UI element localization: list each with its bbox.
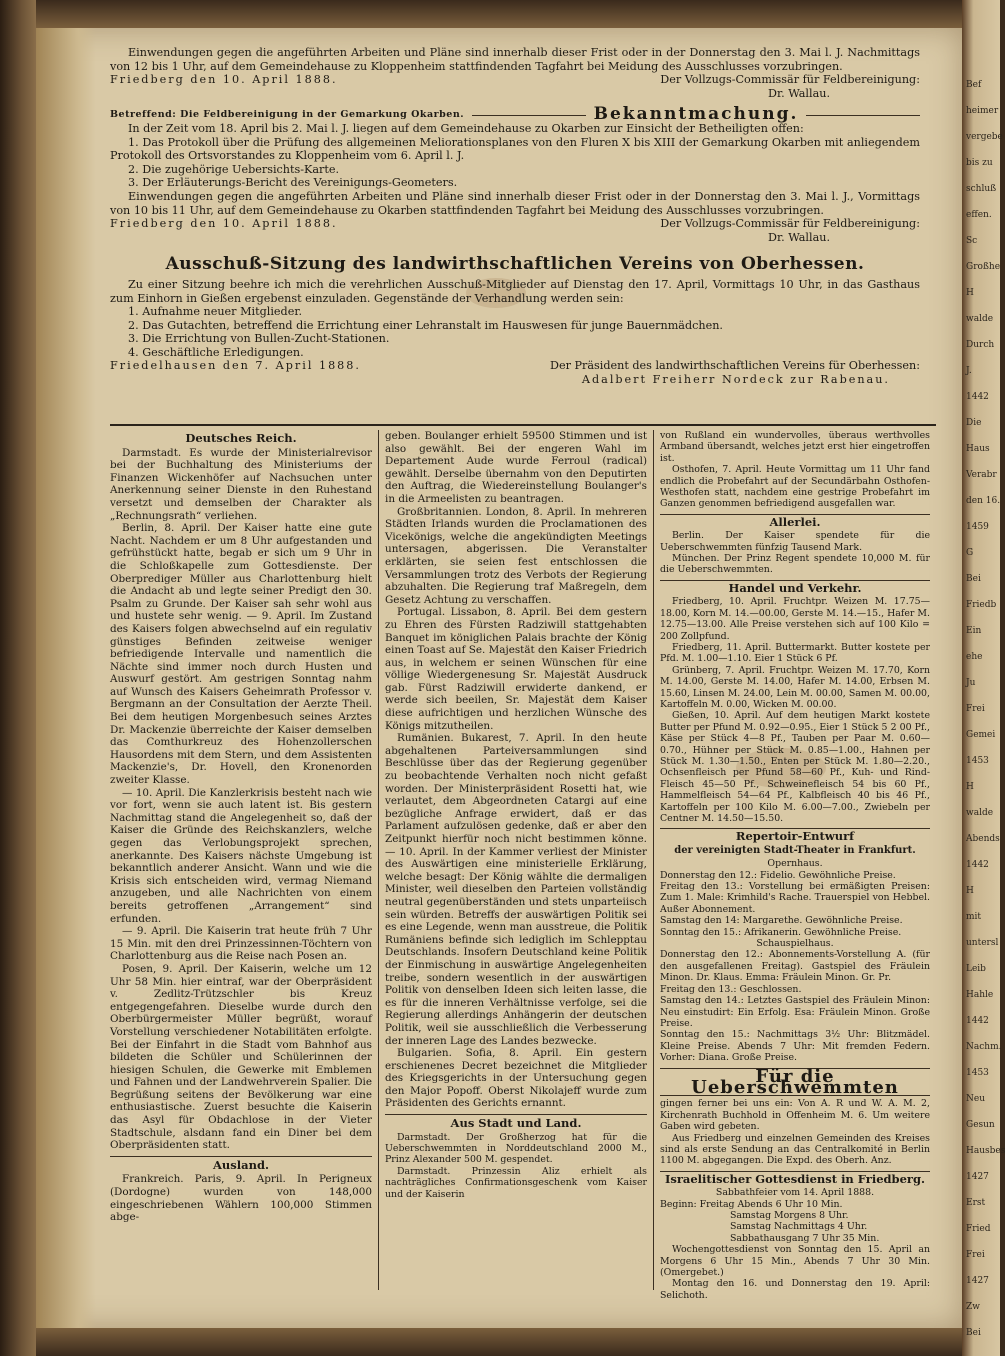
edge-text-fragment: Bef [966,80,982,90]
edge-text-fragment: Durch [966,340,995,350]
edge-text-fragment: Abends [966,834,1000,844]
signature-name-text: Dr. Wallau. [768,86,830,100]
signature-block [110,73,920,87]
repertoire-item: Sonntag den 15.: Afrikanerin. Gewöhnliche Preise. [660,926,902,938]
repertoire-item: Samstag den 14: Margarethe. Gewöhnliche Preise. [660,915,903,927]
top-notices [110,46,920,387]
edge-text-fragment: Hahle [966,990,994,1000]
edge-text-fragment: Frei [966,1250,985,1260]
repertoire-item: Sonntag den 15.: Nachmittags 3½ Uhr: Blitzmädel. Kleine Preise. Abends 7 Uhr: Mit fremden Federn. Vorher: Diana. Große Preise. [660,1029,930,1064]
article-paragraph: Osthofen, 7. April. Heute Vormittag um 11 Uhr fand endlich die Probefahrt auf der Secundärbahn Osthofen-Westhofen statt, nachdem eine gestrige Probefahrt im Ganzen genommen befriedigend ausgefallen war. [660,464,930,510]
edge-text-fragment: H [966,288,974,298]
next-page-edge [962,0,1005,1356]
edge-text-fragment: Nachm. [966,1042,1002,1052]
article-paragraph: Bulgarien. Sofia, 8. April. Ein gestern erschienenes Decret bezeichnet die Mitglieder des Kriegsgerichts in der Untersuchung gegen den Major Popoff. Oberst Nikolajeff wurde zum Präsidenten des Gerichts ernannt. [385,1047,647,1110]
market-report: Friedberg, 11. April. Buttermarkt. Butter kostete per Pfd. M. 1.00—1.10. Eier 1 Stück 6 Pf. [660,641,930,665]
bekanntmachung-title: Bekanntmachung. [593,104,799,125]
edge-text-fragment: 1427 [966,1172,989,1182]
venue-heading: Opernhaus. [767,858,823,870]
edge-text-fragment: J. [966,366,972,376]
signature-block [110,217,920,231]
edge-text-fragment: den 16. [966,496,1001,506]
column-1 [110,430,379,1290]
book-spine-left [0,0,36,1356]
service-line: Samstag Nachmittags 4 Uhr. [730,1221,868,1233]
edge-text-fragment: Gesun [966,1120,995,1130]
divider-line [806,115,920,116]
edge-text-fragment: Ein [966,626,982,636]
section-heading: Repertoir-Entwurf [735,829,855,844]
ausschuss-title: Ausschuß-Sitzung des landwirthschaftlichen Vereins von Oberhessen. [165,254,865,275]
edge-text-fragment: walde [966,314,994,324]
article-paragraph: München. Der Prinz Regent spendete 10,000 M. für die Ueberschwemmten. [660,553,930,576]
market-report: Friedberg, 10. April. Fruchtpr. Weizen M. 17.75—18.00, Korn M. 14.—00.00, Gerste M. 14.—15., Hafer M. 12.75—13.00. Alle Preise verstehen sich auf 100 Kilo = 200 Zollpfund. [660,596,930,642]
edge-text-fragment: H [966,886,974,896]
column-2 [379,430,654,1290]
section-heading: Israelitischer Gottesdienst in Friedberg. [664,1171,926,1186]
edge-text-fragment: Gemei [966,730,996,740]
article-paragraph: Frankreich. Paris, 9. April. In Perigneux (Dordogne) wurden von 148,000 eingeschriebenen Wählern 100,000 Stimmen abge- [110,1173,372,1224]
signature-name [110,231,920,245]
edge-text-fragment: bis zu [966,158,993,168]
edge-text-fragment: Sc [966,236,978,246]
edge-text-fragment: untersl [966,938,999,948]
notice-paragraph: In der Zeit vom 18. April bis 2. Mai l. J. liegen auf dem Gemeindehause zu Okarben zur Einsicht der Betheiligten offen: [128,121,804,135]
service-line: Sabbathfeier vom 14. April 1888. [715,1187,875,1199]
edge-text-fragment: Friedb [966,600,997,610]
edge-text-fragment: 1427 [966,1276,989,1286]
article-paragraph: Posen, 9. April. Der Kaiserin, welche um 12 Uhr 58 Min. hier eintraf, war der Oberpräsident v. Zedlitz-Trützschler bis Kreuz entgegengefahren. Dieselbe wurde durch den Oberbürgermeister Müller begrüßt, worauf Vorstellung verschiedener Notabilitäten erfolgte. Bei der Einfahrt in die Stadt vom Bahnhof aus bildeten die Schüler und Schülerinnen der hiesigen Schulen, die Gewerke mit Emblemen und Fahnen und der Landwehrverein Spalier. Die Begrüßung seitens der Bevölkerung war eine enthusiastische. Zuerst besuchte die Kaiserin das Asyl für Obdachlose in der Vieter Stadtschule, alsdann fand ein Diner bei dem Oberpräsidenten statt. [110,962,372,1152]
notice-paragraph: Einwendungen gegen die angeführten Arbeiten und Pläne sind innerhalb dieser Frist oder in der Donnerstag den 3. Mai l. J. Nachmittags von 12 bis 1 Uhr, auf dem Gemeindehause zu Kloppenheim stattfindenden Tagfahrt bei Meidung des Ausschlusses vorzubringen. [110,46,920,73]
market-report: Grünberg, 7. April. Fruchtpr. Weizen M. 17.70, Korn M. 14.00, Gerste M. 14.00, Hafer M. 14.00, Erbsen M. 15.60, Linsen M. 24.00, Lein M. 00.00, Samen M. 00.00, Kartoffeln M. 0.00, Wicken M. 00.00. [660,664,930,710]
article-paragraph: Großbritannien. London, 8. April. In mehreren Städten Irlands wurden die Proclamationen des Vicekönigs, welche die angekündigten Meetings untersagen, abgerissen. Die Veranstalter erklärten, sie seien fest entschlossen die Versammlungen trotz des Verbots der Regierung abzuhalten. Die Regierung traf Maßregeln, dem Gesetz Achtung zu verschaffen. [385,505,647,606]
dateline: Friedberg den 10. April 1888. [110,217,338,231]
page-bottom-edge [36,1328,962,1356]
column-3 [654,430,930,1301]
edge-text-fragment: Haus [966,444,990,454]
list-item: 3. Die Errichtung von Bullen-Zucht-Stationen. [128,332,390,346]
edge-text-fragment: Großhe [966,262,1001,272]
signature-title: Der Präsident des landwirthschaftlichen Vereins für Oberhessen: [549,359,920,373]
edge-text-fragment: schluß [966,184,997,194]
article-paragraph: Rumänien. Bukarest, 7. April. In den heute abgehaltenen Parteiversammlungen sind Beschlüsse über das der Regierung gegenüber zu beobachtende Verhalten noch nicht gefaßt worden. Der Ministerpräsident Rosetti hat, wie verlautet, dem Abgeordneten Catargi auf eine bezügliche Anfrage erwidert, daß er das Parlament aufzulösen gedenke, daß er aber den Zeitpunkt hierfür noch nicht bestimmen könne. — 10. April. In der Kammer verliest der Minister des Auswärtigen eine ministerielle Erklärung, welche besagt: Der König wählte die dermaligen Minister, weil dieselben den Parteien vollständig neutral gegenüberständen und stets unparteiisch sein würden. Betreffs der auswärtigen Politik sei es eine Legende, wenn man ausstreue, die Politik Rumäniens befinde sich lediglich im Schlepptau Deutschlands. Insofern Deutschland keine Politik der Einmischung in auswärtige Angelegenheiten treibe, sondern wesentlich in der auswärtigen Politik von denselben Ideen sich leiten lasse, die es für die inneren Verhältnisse verfolge, sei die Regierung allerdings Anhängerin der deutschen Politik, weil sie ausschließlich die Verbesserung der inneren Lage des Landes bezwecke. [385,732,647,1047]
signature-block [110,359,920,373]
divider-line [385,1114,647,1115]
edge-text-fragment: Die [966,418,982,428]
list-item: 2. Die zugehörige Uebersichts-Karte. [128,162,340,176]
section-heading: Deutsches Reich. [185,431,297,445]
list-item: 1. Das Protokoll über die Prüfung des allgemeinen Meliorationsplanes von den Fluren X bis XIII der Gemarkung Okarben mit anliegendem Protokoll des Ortsvorstandes zu Kloppenheim vom 6. April l. J. [110,135,920,163]
notice-paragraph: Einwendungen gegen die angeführten Arbeiten und Pläne sind innerhalb dieser Frist oder in der Donnerstag den 3. Mai l. J., Vormittags von 10 bis 11 Uhr, auf dem Gemeindehause zu Okarben stattfindenden Tagfahrt bei Meidung des Ausschlusses vorzubringen. [110,189,920,217]
edge-text-fragment: 1442 [966,860,989,870]
list-item: 1. Aufnahme neuer Mitglieder. [128,305,303,319]
notice-paragraph: Zu einer Sitzung beehre ich mich die verehrlichen Ausschuß-Mitglieder auf Dienstag den 17. April, Vormittags 10 Uhr, in das Gasthaus zum Einhorn in Gießen ergebenst einzuladen. Gegenstände der Verhandlung werden sein: [110,277,920,305]
section-heading: Aus Stadt und Land. [450,1116,582,1131]
edge-text-fragment: heimer [966,106,999,116]
section-heading: Allerlei. [769,514,821,529]
service-line: Beginn: Freitag Abends 6 Uhr 10 Min. [660,1198,843,1210]
edge-text-fragment: Erst [966,1198,986,1208]
edge-text-fragment: G [966,548,974,558]
edge-text-fragment: Leib [966,964,986,974]
section-subheading: der vereinigten Stadt-Theater in Frankfurt. [674,844,916,856]
edge-text-fragment: ehe [966,652,983,662]
list-item: 4. Geschäftliche Erledigungen. [128,345,304,359]
article-paragraph: Berlin. Der Kaiser spendete für die Ueberschwemmten fünfzig Tausend Mark. [660,530,930,553]
edge-text-fragment: Zw [966,1302,980,1312]
article-paragraph: Berlin, 8. April. Der Kaiser hatte eine gute Nacht. Nachdem er um 8 Uhr aufgestanden und gefrühstückt hatte, begab er sich um 9 Uhr in die Schloßkapelle zum Gottesdienste. Der Oberprediger Müller aus Charlottenburg hielt die Andacht ab und legte seiner Predigt den 30. Psalm zu Grunde. Der Kaiser sah sehr wohl aus und hustete sehr wenig. — 9. April. Im Zustand des Kaisers folgen abwechselnd auf ein regulativ günstiges Befinden zeitweise weniger befriedigende Intervalle und namentlich die Nächte sind immer noch durch Husten und Auswurf gestört. Am gestrigen Sonntag nahm auf Wunsch des Kaisers Geheimrath Professor v. Bergmann an der Consultation der Aerzte Theil. Bei dem heutigen Morgenbesuch seines Arztes Dr. Mackenzie überreichte der Kaiser demselben das Comthurkreuz des Hohenzollerschen Hausordens mit dem Stern, und dem Assistenten Mackenzie's, Dr. Hovell, den Kronenorden zweiter Klasse. [110,522,372,787]
article-paragraph: — 10. April. Die Kanzlerkrisis besteht nach wie vor fort, wenn sie auch latent ist. Bis gestern Nachmittag stand die Angelegenheit so, daß der Kaiser die Gründe des Reichskanzlers, welche gegen das Verlobungsprojekt sprechen, anerkannte. Des Kaisers nächste Umgebung ist bekanntlich anderer Ansicht. Wann und wie die Krisis sich entscheiden wird, vermag Niemand anzugeben, und alle Nachrichten von einem bereits getroffenen „Arrangement“ sind erfunden. [110,786,372,925]
repertoire-item: Donnerstag den 12.: Abonnements-Vorstellung A. (für den ausgefallenen Freitag). Gastspiel des Fräulein Minon. Dr. Klaus. Emma: Fräulein Minon. Gr. Pr. [660,949,930,984]
repertoire-item: Freitag den 13.: Geschlossen. [660,983,802,995]
venue-heading: Schauspielhaus. [756,938,834,950]
edge-text-fragment: Bei [966,574,981,584]
edge-text-fragment: 1442 [966,1016,989,1026]
article-paragraph: — 9. April. Die Kaiserin trat heute früh 7 Uhr 15 Min. mit den drei Prinzessinnen-Töchtern von Charlottenburg aus die Reise nach Posen an. [110,925,372,963]
divider-line [110,1156,372,1157]
edge-text-fragment: Bei [966,1328,981,1338]
list-item: 3. Der Erläuterungs-Bericht des Vereinigungs-Geometers. [128,176,458,190]
edge-text-fragment: 1453 [966,756,989,766]
section-heading: Handel und Verkehr. [728,580,862,595]
section-heading-large: Für die Ueberschwemmten [660,1068,930,1097]
edge-text-fragment: Ju [966,678,976,688]
list-item: 2. Das Gutachten, betreffend die Errichtung einer Lehranstalt im Hauswesen für junge Bauernmädchen. [128,318,723,332]
page-top-edge [36,0,962,28]
inner-margin-shadow [36,28,96,1328]
article-paragraph: Aus Friedberg und einzelnen Gemeinden des Kreises sind als erste Sendung an das Centralkomité in Berlin 1100 M. abgegangen. Die Expd. des Oberh. Anz. [660,1132,930,1167]
edge-text-fragment: 1442 [966,392,989,402]
divider-line [472,115,586,116]
edge-text-fragment: Frei [966,704,985,714]
signature-name-text: Dr. Wallau. [768,230,830,244]
signature-name [110,373,920,387]
dateline: Friedberg den 10. April 1888. [110,73,338,87]
service-line: Sabbathausgang 7 Uhr 35 Min. [730,1232,880,1244]
repertoire-item: Freitag den 13.: Vorstellung bei ermäßigten Preisen: Zum 1. Male: Krimhild's Rache. Trauerspiel von Hebbel. Außer Abonnement. [660,881,930,915]
article-paragraph: gingen ferner bei uns ein: Von A. R und W. A. M. 2, Kirchenrath Buchhold in Offenheim M. 6. Um weitere Gaben wird gebeten. [660,1098,930,1133]
dateline: Friedelhausen den 7. April 1888. [110,359,361,373]
edge-text-fragment: effen. [966,210,992,220]
article-paragraph: von Rußland ein wundervolles, überaus werthvolles Armband übersandt, welches jetzt erst hier eingetroffen ist. [660,430,930,464]
edge-text-fragment: 1459 [966,522,989,532]
section-heading: Ausland. [213,1157,269,1172]
article-paragraph: Darmstadt. Prinzessin Aliz erhielt als nachträgliches Confirmationsgeschenk vom Kaiser und der Kaiserin [385,1165,647,1200]
service-line: Wochengottesdienst von Sonntag den 15. April an Morgens 6 Uhr 15 Min., Abends 7 Uhr 30 Min. (Omergebet.) [660,1244,930,1279]
announcement-header [110,104,920,125]
signature-name [110,87,920,101]
market-report: Gießen, 10. April. Auf dem heutigen Markt kostete Butter per Pfund M. 0.92—0.95., Eier 1 Stück 5 2 00 Pf., Käse per Stück 4—8 Pf., Tauben per Paar M. 0.60—0.70., Hühner per Stück M. 0.85—1.00., Hahnen per Stück M. 1.30—1.50., Enten per Stück M. 1.80—2.20., Ochsenfleisch per Pfund 58—60 Pf., Kuh- und Rind-Fleisch 45—50 Pf., Schweinefleisch 54 bis 60 Pf., Hammelfleisch 54—64 Pf., Kalbfleisch 40 bis 46 Pf., Kartoffeln per 100 Kilo M. 6.00—7.00., Zwiebeln per Centner M. 14.50—15.50. [660,710,930,824]
service-line: Samstag Morgens 8 Uhr. [730,1210,849,1221]
edge-text-fragment: mit [966,912,982,922]
edge-text-fragment: vergebe [966,132,1003,142]
signature-name-text: Adalbert Freiherr Nordeck zur Rabenau. [581,373,890,387]
repertoire-item: Donnerstag den 12.: Fidelio. Gewöhnliche Preise. [660,869,896,881]
service-line: Montag den 16. und Donnerstag den 19. April: Selichoth. [660,1278,930,1301]
betreffend-label: Betreffend: Die Feldbereinigung in der Gemarkung Okarben. [110,109,465,121]
edge-text-fragment: Neu [966,1094,985,1104]
edge-text-fragment: 1453 [966,1068,989,1078]
edge-text-fragment: walde [966,808,994,818]
repertoire-item: Samstag den 14.: Letztes Gastspiel des Fräulein Minon: Neu einstudirt: Ein Erfolg. Esa: Fräulein Minon. Große Preise. [660,995,930,1029]
article-paragraph: Portugal. Lissabon, 8. April. Bei dem gestern zu Ehren des Fürsten Radziwill stattgehabten Banquet im königlichen Palais brachte der König einen Toast auf Se. Majestät den Kaiser Friedrich aus, in welchem er seinen Wünschen für eine völlige Wiedergenesung Sr. Majestät Ausdruck gab. Fürst Radziwill erwiderte dankend, er werde sich beeilen, Sr. Majestät dem Kaiser diese aufrichtigen und herzlichen Wünsche des Königs mitzutheilen. [385,606,647,732]
article-paragraph: Darmstadt. Der Großherzog hat für die Ueberschwemmten in Norddeutschland 2000 M., Prinz Alexander 500 M. gespendet. [385,1131,647,1166]
edge-text-fragment: Fried [966,1224,991,1234]
signature-title: Der Vollzugs-Commissär für Feldbereinigung: [660,73,920,87]
article-paragraph: geben. Boulanger erhielt 59500 Stimmen und ist also gewählt. Bei der engeren Wahl im Departement Aude wurde Ferroul (radical) gewählt. Derselbe übernahm von den Deputirten den Auftrag, die Wiedereinstellung Boulanger's in die Armeelisten zu beantragen. [385,430,647,505]
edge-text-fragment: Verabr [966,470,997,480]
article-paragraph: Darmstadt. Es wurde der Ministerialrevisor bei der Buchhaltung des Ministeriums der Finanzen Wickenhöfer auf Nachsuchen unter Anerkennung seiner Dienste in den Ruhestand versetzt und demselben der Charakter als „Rechnungsrath“ verliehen. [110,446,372,522]
edge-text-fragment: H [966,782,974,792]
three-column-area [110,424,936,1301]
edge-text-fragment: Hausbes [966,1146,1005,1156]
signature-title: Der Vollzugs-Commissär für Feldbereinigung: [660,217,920,231]
